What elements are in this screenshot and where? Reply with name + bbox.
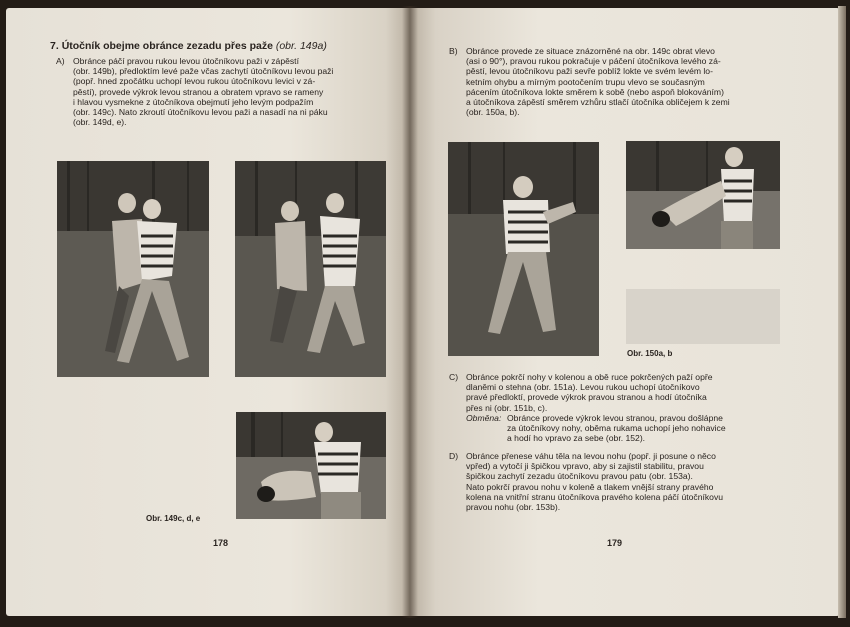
paragraph-line: pácením útočníkova lokte směrem k sobě (nebo aspoň blokováním) <box>466 86 724 97</box>
paragraph-line: přes ni (obr. 151b, c). <box>466 402 548 413</box>
paragraph-line: kolena na vnitřní stranu útočníkova pravého kolena páčí útočníkovu <box>466 491 724 502</box>
paragraph-letter-b: B) <box>449 46 458 56</box>
paragraph-line: pěstí), provede výkrok levou stranou a obratem vpravo se rameny <box>73 86 324 97</box>
paragraph-line: Obránce provede výkrok levou stranou, pravou došlápne <box>507 413 723 423</box>
paragraph-line: (popř. hned zpočátku uchopí levou rukou útočníkovu levici v zá- <box>73 76 316 87</box>
figure-caption-149: Obr. 149c, d, e <box>146 514 201 523</box>
paragraph-c <box>466 372 780 413</box>
photo-149d <box>235 161 386 377</box>
photo-placeholder <box>626 289 780 344</box>
paragraph-line: Obránce provede ze situace znázorněné na obr. 149c obrat vlevo <box>466 46 715 56</box>
paragraph-line: (obr. 149c). Nato zkroutí útočníkovu levou paži a nasadí na ni páku <box>73 107 328 118</box>
paragraph-line: za útočníkovy nohy, oběma rukama uchopí jeho nohavice <box>507 423 726 434</box>
paragraph-line: a hodí ho vpravo za sebe (obr. 152). <box>507 433 646 444</box>
photo-149c <box>57 161 209 377</box>
paragraph-line: Obránce přenese váhu těla na levou nohu (popř. ji posune o něco <box>466 451 716 461</box>
photo-150b <box>626 141 780 249</box>
paragraph-line: i hlavou vysmekne z útočníkova obejmutí jeho levým podpažím <box>73 96 314 107</box>
paragraph-line: dlaněmi o stehna (obr. 151a). Levou rukou uchopí útočníkovo <box>466 382 700 393</box>
heading-text: Útočník obejme obránce zezadu přes paže <box>61 40 273 52</box>
paragraph-line: pěstí, levou útočníkovu paži sevře poblíž lokte ve svém levém lo- <box>466 66 713 77</box>
figure-caption-150: Obr. 150a, b <box>627 349 673 358</box>
paragraph-line: ketním ohybu a mírným pootočením trupu vlevo se současným <box>466 76 705 87</box>
paragraph-line: špičkou zachytí zezadu útočníkovu pravou patu (obr. 153a). <box>466 471 693 482</box>
paragraph-line: pravou nohu (obr. 153b). <box>466 502 561 513</box>
paragraph-line: a útočníkova zápěstí směrem vzhůru stlačí útočníka obličejem k zemi <box>466 97 730 108</box>
paragraph-line: (asi o 90°), pravou rukou pokračuje v páčení útočníkova levého zá- <box>466 56 721 67</box>
paragraph-line: (obr. 150a, b). <box>466 107 520 118</box>
paragraph-letter-a: A) <box>56 56 65 66</box>
paragraph-line: Nato pokrčí pravou nohu v koleně a tlakem vnější strany pravého <box>466 481 714 492</box>
paragraph-letter-c: C) <box>449 372 459 382</box>
photo-150a <box>448 142 599 356</box>
paragraph-a <box>73 56 387 127</box>
page-number-left: 178 <box>213 538 229 548</box>
variant-text <box>507 413 780 444</box>
paragraph-d <box>466 451 780 512</box>
paragraph-line: (obr. 149b), předloktím levé paže včas zachytí útočníkovu levou paži <box>73 66 334 77</box>
photo-149e <box>236 412 386 519</box>
page-number-right: 179 <box>607 538 623 548</box>
paragraph-letter-d: D) <box>449 451 459 461</box>
paragraph-b <box>466 46 780 117</box>
paragraph-line: Obránce pokrčí nohy v kolenou a obě ruce pokrčených paží opře <box>466 372 713 382</box>
page-edge <box>838 6 846 618</box>
paragraph-line: pravé předloktí, provede výkrok pravou stranou a hodí útočníka <box>466 392 707 403</box>
section-heading <box>50 40 327 52</box>
paragraph-line: Obránce páčí pravou rukou levou útočníkovu paži v zápěstí <box>73 56 299 66</box>
heading-ref: (obr. 149a) <box>275 40 327 52</box>
variant-label: Obměna: <box>466 413 502 423</box>
book-spine <box>402 6 418 618</box>
paragraph-line: (obr. 149d, e). <box>73 117 127 128</box>
paragraph-line: vpřed) a vytočí ji špičkou vpravo, aby si zajistil stabilitu, pravou <box>466 461 704 472</box>
heading-number: 7. <box>50 40 59 52</box>
